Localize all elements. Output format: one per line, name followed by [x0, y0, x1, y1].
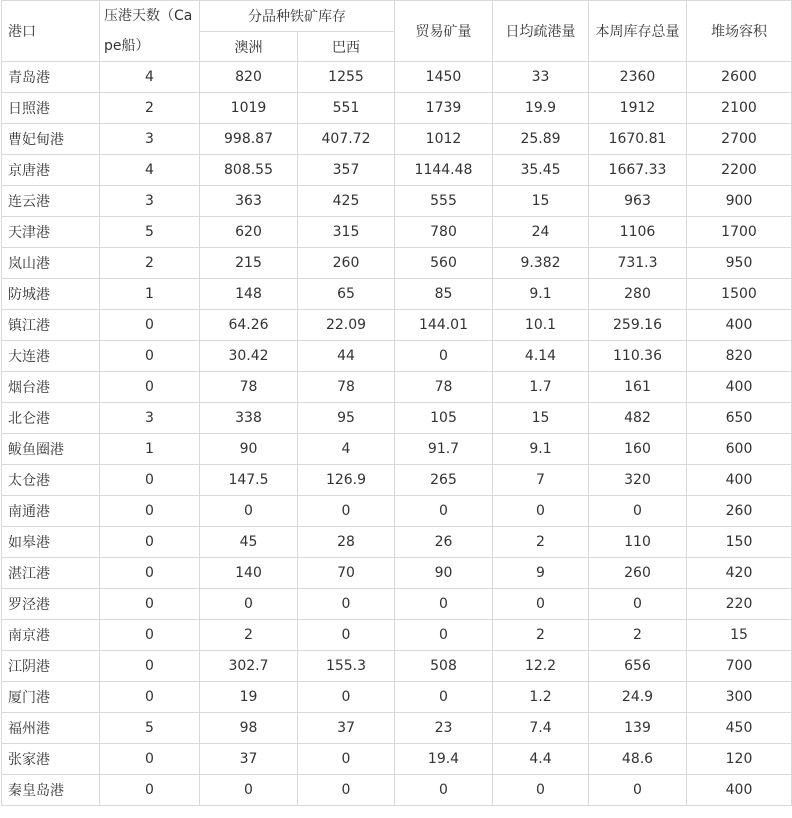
cell-port-name: 如皋港 — [2, 527, 100, 558]
cell-weekly-inventory: 48.6 — [589, 744, 687, 775]
cell-weekly-inventory: 0 — [589, 496, 687, 527]
cell-port-name: 日照港 — [2, 93, 100, 124]
cell-daily-outflow: 0 — [493, 589, 589, 620]
cell-brazil-stock: 1255 — [298, 62, 395, 93]
cell-australia-stock: 998.87 — [200, 124, 298, 155]
cell-berthing-days: 4 — [100, 155, 200, 186]
cell-port-name: 南京港 — [2, 620, 100, 651]
cell-trade-ore: 19.4 — [395, 744, 493, 775]
cell-daily-outflow: 7.4 — [493, 713, 589, 744]
header-australia: 澳洲 — [200, 32, 298, 62]
cell-weekly-inventory: 1106 — [589, 217, 687, 248]
cell-yard-capacity: 150 — [687, 527, 792, 558]
cell-weekly-inventory: 160 — [589, 434, 687, 465]
cell-berthing-days: 3 — [100, 403, 200, 434]
cell-yard-capacity: 420 — [687, 558, 792, 589]
cell-yard-capacity: 1500 — [687, 279, 792, 310]
cell-australia-stock: 45 — [200, 527, 298, 558]
table-row — [2, 341, 792, 372]
cell-port-name: 厦门港 — [2, 682, 100, 713]
table-row — [2, 248, 792, 279]
cell-berthing-days: 1 — [100, 434, 200, 465]
cell-trade-ore: 26 — [395, 527, 493, 558]
table-row — [2, 558, 792, 589]
header-inventory-breakdown: 分品种铁矿库存 — [200, 1, 395, 32]
cell-weekly-inventory: 482 — [589, 403, 687, 434]
cell-port-name: 京唐港 — [2, 155, 100, 186]
cell-australia-stock: 0 — [200, 589, 298, 620]
cell-port-name: 张家港 — [2, 744, 100, 775]
cell-australia-stock: 620 — [200, 217, 298, 248]
cell-trade-ore: 1012 — [395, 124, 493, 155]
cell-berthing-days: 1 — [100, 279, 200, 310]
cell-daily-outflow: 9 — [493, 558, 589, 589]
cell-daily-outflow: 10.1 — [493, 310, 589, 341]
cell-australia-stock: 140 — [200, 558, 298, 589]
cell-brazil-stock: 126.9 — [298, 465, 395, 496]
cell-brazil-stock: 37 — [298, 713, 395, 744]
cell-trade-ore: 1739 — [395, 93, 493, 124]
cell-trade-ore: 1450 — [395, 62, 493, 93]
cell-daily-outflow: 15 — [493, 403, 589, 434]
cell-port-name: 福州港 — [2, 713, 100, 744]
cell-australia-stock: 64.26 — [200, 310, 298, 341]
cell-brazil-stock: 407.72 — [298, 124, 395, 155]
cell-port-name: 镇江港 — [2, 310, 100, 341]
cell-daily-outflow: 4.14 — [493, 341, 589, 372]
cell-brazil-stock: 0 — [298, 496, 395, 527]
cell-australia-stock: 338 — [200, 403, 298, 434]
cell-daily-outflow: 9.1 — [493, 279, 589, 310]
table-row — [2, 93, 792, 124]
cell-brazil-stock: 551 — [298, 93, 395, 124]
cell-berthing-days: 4 — [100, 62, 200, 93]
cell-daily-outflow: 19.9 — [493, 93, 589, 124]
cell-daily-outflow: 1.2 — [493, 682, 589, 713]
cell-yard-capacity: 120 — [687, 744, 792, 775]
table-row — [2, 62, 792, 93]
cell-trade-ore: 91.7 — [395, 434, 493, 465]
table-row — [2, 496, 792, 527]
table-row — [2, 527, 792, 558]
cell-daily-outflow: 4.4 — [493, 744, 589, 775]
cell-port-name: 鲅鱼圈港 — [2, 434, 100, 465]
cell-weekly-inventory: 656 — [589, 651, 687, 682]
table-row — [2, 465, 792, 496]
cell-yard-capacity: 300 — [687, 682, 792, 713]
cell-brazil-stock: 28 — [298, 527, 395, 558]
table-row — [2, 310, 792, 341]
cell-berthing-days: 0 — [100, 744, 200, 775]
cell-port-name: 太仓港 — [2, 465, 100, 496]
cell-yard-capacity: 400 — [687, 372, 792, 403]
cell-daily-outflow: 2 — [493, 527, 589, 558]
cell-brazil-stock: 155.3 — [298, 651, 395, 682]
cell-australia-stock: 1019 — [200, 93, 298, 124]
cell-yard-capacity: 260 — [687, 496, 792, 527]
table-row — [2, 124, 792, 155]
cell-port-name: 岚山港 — [2, 248, 100, 279]
cell-yard-capacity: 15 — [687, 620, 792, 651]
cell-australia-stock: 19 — [200, 682, 298, 713]
cell-weekly-inventory: 259.16 — [589, 310, 687, 341]
header-brazil: 巴西 — [298, 32, 395, 62]
cell-berthing-days: 2 — [100, 248, 200, 279]
cell-berthing-days: 3 — [100, 186, 200, 217]
cell-port-name: 江阴港 — [2, 651, 100, 682]
cell-weekly-inventory: 0 — [589, 589, 687, 620]
cell-port-name: 大连港 — [2, 341, 100, 372]
table-row — [2, 744, 792, 775]
cell-berthing-days: 0 — [100, 589, 200, 620]
cell-australia-stock: 363 — [200, 186, 298, 217]
cell-yard-capacity: 950 — [687, 248, 792, 279]
cell-yard-capacity: 820 — [687, 341, 792, 372]
cell-port-name: 天津港 — [2, 217, 100, 248]
cell-trade-ore: 0 — [395, 589, 493, 620]
cell-brazil-stock: 0 — [298, 682, 395, 713]
cell-australia-stock: 147.5 — [200, 465, 298, 496]
cell-berthing-days: 5 — [100, 713, 200, 744]
table-row — [2, 372, 792, 403]
cell-yard-capacity: 400 — [687, 465, 792, 496]
cell-yard-capacity: 900 — [687, 186, 792, 217]
cell-brazil-stock: 425 — [298, 186, 395, 217]
cell-berthing-days: 0 — [100, 682, 200, 713]
cell-yard-capacity: 400 — [687, 310, 792, 341]
cell-trade-ore: 90 — [395, 558, 493, 589]
cell-weekly-inventory: 139 — [589, 713, 687, 744]
cell-weekly-inventory: 110.36 — [589, 341, 687, 372]
cell-trade-ore: 0 — [395, 775, 493, 806]
cell-port-name: 连云港 — [2, 186, 100, 217]
cell-trade-ore: 144.01 — [395, 310, 493, 341]
cell-berthing-days: 0 — [100, 620, 200, 651]
cell-berthing-days: 0 — [100, 465, 200, 496]
cell-port-name: 烟台港 — [2, 372, 100, 403]
cell-daily-outflow: 33 — [493, 62, 589, 93]
table-row — [2, 403, 792, 434]
cell-brazil-stock: 0 — [298, 775, 395, 806]
cell-daily-outflow: 0 — [493, 496, 589, 527]
cell-berthing-days: 0 — [100, 341, 200, 372]
cell-daily-outflow: 35.45 — [493, 155, 589, 186]
cell-daily-outflow: 15 — [493, 186, 589, 217]
cell-australia-stock: 37 — [200, 744, 298, 775]
cell-australia-stock: 302.7 — [200, 651, 298, 682]
table-row — [2, 775, 792, 806]
cell-australia-stock: 90 — [200, 434, 298, 465]
table-row — [2, 434, 792, 465]
cell-australia-stock: 0 — [200, 496, 298, 527]
cell-yard-capacity: 220 — [687, 589, 792, 620]
table-row — [2, 651, 792, 682]
cell-weekly-inventory: 320 — [589, 465, 687, 496]
cell-daily-outflow: 25.89 — [493, 124, 589, 155]
cell-trade-ore: 780 — [395, 217, 493, 248]
cell-daily-outflow: 9.1 — [493, 434, 589, 465]
cell-berthing-days: 0 — [100, 372, 200, 403]
table-row — [2, 217, 792, 248]
cell-weekly-inventory: 2 — [589, 620, 687, 651]
cell-port-name: 罗泾港 — [2, 589, 100, 620]
cell-yard-capacity: 450 — [687, 713, 792, 744]
cell-trade-ore: 508 — [395, 651, 493, 682]
cell-brazil-stock: 70 — [298, 558, 395, 589]
cell-port-name: 北仑港 — [2, 403, 100, 434]
cell-trade-ore: 85 — [395, 279, 493, 310]
cell-brazil-stock: 22.09 — [298, 310, 395, 341]
cell-weekly-inventory: 161 — [589, 372, 687, 403]
table-row — [2, 155, 792, 186]
header-trade-ore: 贸易矿量 — [395, 1, 493, 62]
header-yard-capacity: 堆场容积 — [687, 1, 792, 62]
cell-port-name: 青岛港 — [2, 62, 100, 93]
cell-trade-ore: 1144.48 — [395, 155, 493, 186]
cell-yard-capacity: 2600 — [687, 62, 792, 93]
cell-yard-capacity: 2100 — [687, 93, 792, 124]
cell-australia-stock: 808.55 — [200, 155, 298, 186]
cell-brazil-stock: 44 — [298, 341, 395, 372]
table-row — [2, 186, 792, 217]
cell-australia-stock: 2 — [200, 620, 298, 651]
cell-daily-outflow: 24 — [493, 217, 589, 248]
cell-berthing-days: 5 — [100, 217, 200, 248]
cell-yard-capacity: 1700 — [687, 217, 792, 248]
cell-weekly-inventory: 24.9 — [589, 682, 687, 713]
table-row — [2, 279, 792, 310]
cell-trade-ore: 0 — [395, 682, 493, 713]
table-body — [2, 62, 792, 806]
cell-berthing-days: 0 — [100, 527, 200, 558]
cell-weekly-inventory: 260 — [589, 558, 687, 589]
cell-berthing-days: 0 — [100, 558, 200, 589]
cell-weekly-inventory: 1667.33 — [589, 155, 687, 186]
cell-weekly-inventory: 1912 — [589, 93, 687, 124]
cell-australia-stock: 215 — [200, 248, 298, 279]
cell-berthing-days: 0 — [100, 651, 200, 682]
cell-daily-outflow: 2 — [493, 620, 589, 651]
cell-weekly-inventory: 963 — [589, 186, 687, 217]
cell-brazil-stock: 0 — [298, 620, 395, 651]
cell-trade-ore: 0 — [395, 620, 493, 651]
cell-berthing-days: 3 — [100, 124, 200, 155]
cell-brazil-stock: 357 — [298, 155, 395, 186]
cell-brazil-stock: 260 — [298, 248, 395, 279]
cell-port-name: 秦皇岛港 — [2, 775, 100, 806]
cell-port-name: 防城港 — [2, 279, 100, 310]
cell-trade-ore: 0 — [395, 341, 493, 372]
cell-yard-capacity: 650 — [687, 403, 792, 434]
cell-brazil-stock: 65 — [298, 279, 395, 310]
table-row — [2, 620, 792, 651]
table-row — [2, 713, 792, 744]
cell-port-name: 湛江港 — [2, 558, 100, 589]
cell-trade-ore: 78 — [395, 372, 493, 403]
cell-trade-ore: 560 — [395, 248, 493, 279]
cell-trade-ore: 555 — [395, 186, 493, 217]
cell-berthing-days: 0 — [100, 775, 200, 806]
cell-berthing-days: 2 — [100, 93, 200, 124]
cell-brazil-stock: 95 — [298, 403, 395, 434]
cell-weekly-inventory: 110 — [589, 527, 687, 558]
cell-brazil-stock: 78 — [298, 372, 395, 403]
cell-port-name: 曹妃甸港 — [2, 124, 100, 155]
cell-australia-stock: 78 — [200, 372, 298, 403]
cell-brazil-stock: 4 — [298, 434, 395, 465]
cell-weekly-inventory: 2360 — [589, 62, 687, 93]
cell-australia-stock: 148 — [200, 279, 298, 310]
port-inventory-table — [1, 0, 792, 806]
cell-daily-outflow: 9.382 — [493, 248, 589, 279]
cell-weekly-inventory: 1670.81 — [589, 124, 687, 155]
header-daily-outflow: 日均疏港量 — [493, 1, 589, 62]
table-row — [2, 589, 792, 620]
cell-australia-stock: 30.42 — [200, 341, 298, 372]
cell-brazil-stock: 315 — [298, 217, 395, 248]
table-row — [2, 682, 792, 713]
cell-trade-ore: 23 — [395, 713, 493, 744]
cell-trade-ore: 105 — [395, 403, 493, 434]
cell-daily-outflow: 7 — [493, 465, 589, 496]
cell-trade-ore: 265 — [395, 465, 493, 496]
cell-daily-outflow: 0 — [493, 775, 589, 806]
cell-yard-capacity: 400 — [687, 775, 792, 806]
cell-daily-outflow: 1.7 — [493, 372, 589, 403]
cell-yard-capacity: 2200 — [687, 155, 792, 186]
cell-brazil-stock: 0 — [298, 744, 395, 775]
cell-australia-stock: 820 — [200, 62, 298, 93]
header-weekly-inventory: 本周库存总量 — [589, 1, 687, 62]
cell-daily-outflow: 12.2 — [493, 651, 589, 682]
header-berthing-days: 压港天数（Cape船） — [100, 1, 200, 62]
cell-port-name: 南通港 — [2, 496, 100, 527]
cell-berthing-days: 0 — [100, 496, 200, 527]
cell-weekly-inventory: 731.3 — [589, 248, 687, 279]
cell-brazil-stock: 0 — [298, 589, 395, 620]
cell-australia-stock: 98 — [200, 713, 298, 744]
cell-weekly-inventory: 280 — [589, 279, 687, 310]
cell-weekly-inventory: 0 — [589, 775, 687, 806]
cell-yard-capacity: 2700 — [687, 124, 792, 155]
header-port: 港口 — [2, 1, 100, 62]
cell-australia-stock: 0 — [200, 775, 298, 806]
cell-yard-capacity: 700 — [687, 651, 792, 682]
cell-trade-ore: 0 — [395, 496, 493, 527]
cell-berthing-days: 0 — [100, 310, 200, 341]
cell-yard-capacity: 600 — [687, 434, 792, 465]
